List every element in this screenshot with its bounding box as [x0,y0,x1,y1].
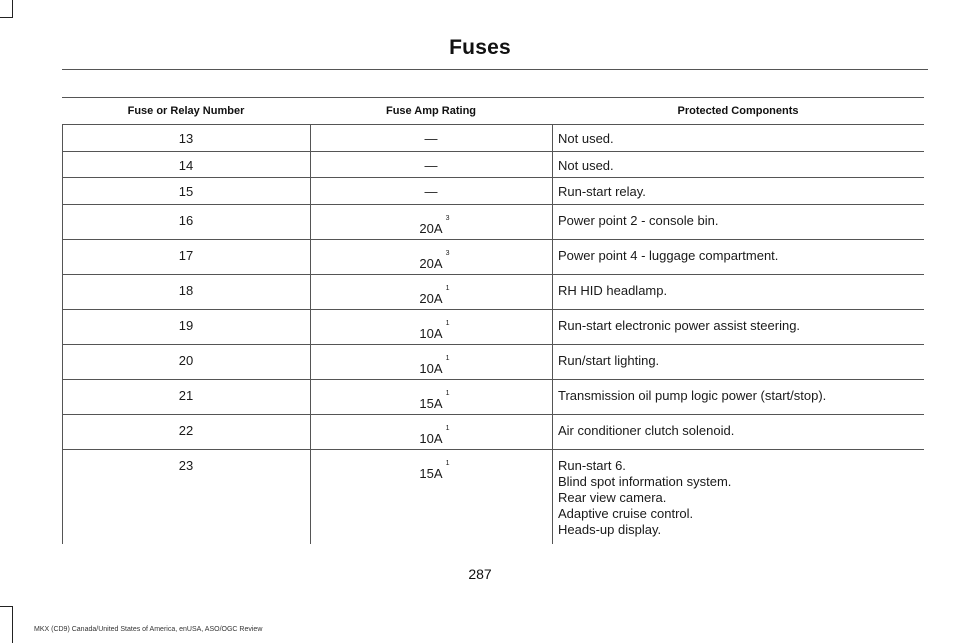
table-left-border [62,240,63,274]
component-line: Power point 4 - luggage compartment. [558,248,779,263]
table-left-border [62,310,63,344]
fuse-number: 16 [178,213,194,228]
footnote-marker: 3 [445,215,450,222]
component-line: Rear view camera. [558,490,667,505]
table-row [62,240,924,275]
footnote-marker: 1 [445,355,450,362]
protected-components [552,450,924,544]
protected-components [552,415,924,449]
column-divider [310,205,311,239]
protected-components [552,178,924,204]
component-line: Run-start electronic power assist steering. [558,318,801,333]
table-row [62,380,924,415]
protected-components [552,275,924,309]
amp-rating-text: 15A [419,466,443,481]
amp-rating-value [419,355,450,376]
amp-rating-text: 20A [419,221,443,236]
page-title: Fuses [449,36,511,59]
fuse-number: 19 [178,318,194,333]
footer-text: MKX (CD9) Canada/United States of America, enUSA, ASO/OGC Review [34,626,263,633]
footnote-marker: 1 [445,425,450,432]
table-row [62,345,924,380]
table-row [62,178,924,205]
fuse-number: 20 [178,353,194,368]
column-divider [552,310,553,344]
table-header [62,97,924,125]
fuse-number: 15 [178,184,194,199]
table-row [62,125,924,152]
column-divider [552,178,553,204]
fuse-number: 17 [178,248,194,263]
column-divider [552,450,553,544]
amp-rating-value [425,158,438,173]
column-divider [310,152,311,177]
component-line: Air conditioner clutch solenoid. [558,423,735,438]
fuse-table [62,97,924,544]
amp-rating-value [419,390,450,411]
protected-components [552,240,924,274]
table-row [62,205,924,240]
crop-mark-top-left-v [12,0,13,17]
component-line: Run/start lighting. [558,353,660,368]
component-line: Heads-up display. [558,522,662,537]
column-divider [310,380,311,414]
table-left-border [62,345,63,379]
amp-rating-text: 15A [419,396,443,411]
protected-components [552,380,924,414]
amp-rating [310,310,552,344]
column-divider [310,275,311,309]
footnote-marker: 1 [445,320,450,327]
amp-rating [310,415,552,449]
table-row [62,450,924,544]
protected-components [552,125,924,151]
header-divider [62,69,928,70]
protected-components [552,345,924,379]
column-divider [310,450,311,544]
column-divider [552,240,553,274]
amp-rating [310,205,552,239]
amp-rating-value [419,250,450,271]
amp-rating-value [419,320,450,341]
table-left-border [62,125,63,151]
column-divider [552,275,553,309]
footnote-marker: 1 [445,390,450,397]
protected-components [552,152,924,177]
column-header-fuse-number: Fuse or Relay Number [127,105,245,117]
amp-rating [310,178,552,204]
column-divider [552,152,553,177]
fuse-number: 21 [178,388,194,403]
amp-rating-text: 20A [419,291,443,306]
component-line: Not used. [558,131,614,146]
amp-rating-value [425,184,438,199]
component-line: Run-start relay. [558,184,646,199]
table-row [62,310,924,345]
column-divider [310,178,311,204]
component-line: Transmission oil pump logic power (start/stop). [558,388,827,403]
column-header-amp-rating: Fuse Amp Rating [385,105,477,117]
column-divider [552,125,553,151]
column-divider [310,415,311,449]
table-left-border [62,450,63,544]
column-divider [310,240,311,274]
column-divider [552,415,553,449]
footnote-marker: 1 [445,285,450,292]
table-left-border [62,178,63,204]
component-line: Run-start 6. [558,458,626,473]
amp-rating-value [419,215,450,236]
table-row [62,275,924,310]
component-line: Not used. [558,158,614,173]
table-left-border [62,380,63,414]
amp-rating-text: 10A [419,431,443,446]
protected-components [552,205,924,239]
footnote-marker: 1 [445,460,450,467]
amp-rating-value [419,425,450,446]
column-header-protected-components: Protected Components [677,105,799,117]
crop-mark-top-left-h [0,17,13,18]
table-left-border [62,152,63,177]
column-divider [552,380,553,414]
amp-rating-text: — [424,158,438,173]
table-row [62,152,924,178]
amp-rating-text: 10A [419,326,443,341]
component-line: Adaptive cruise control. [558,506,694,521]
amp-rating [310,275,552,309]
table-row [62,415,924,450]
fuse-number: 18 [178,283,194,298]
column-divider [552,345,553,379]
footnote-marker: 3 [445,250,450,257]
amp-rating-text: — [424,131,438,146]
crop-mark-bottom-left-v [12,606,13,643]
amp-rating [310,240,552,274]
column-divider [310,310,311,344]
column-divider [310,345,311,379]
amp-rating-text: 10A [419,361,443,376]
table-left-border [62,205,63,239]
column-divider [552,205,553,239]
amp-rating [310,152,552,177]
amp-rating [310,125,552,151]
amp-rating-text: — [424,184,438,199]
amp-rating [310,450,552,544]
table-left-border [62,415,63,449]
fuse-number: 13 [178,131,194,146]
amp-rating-value [419,285,450,306]
component-line: Power point 2 - console bin. [558,213,719,228]
amp-rating-value [425,131,438,146]
component-line: Blind spot information system. [558,474,732,489]
table-left-border [62,275,63,309]
page-number: 287 [468,566,492,582]
fuse-number: 22 [178,423,194,438]
fuse-number: 14 [178,158,194,173]
protected-components [552,310,924,344]
amp-rating-value [419,460,450,481]
amp-rating [310,380,552,414]
fuse-number: 23 [178,458,194,473]
amp-rating-text: 20A [419,256,443,271]
table-body [62,125,924,544]
amp-rating [310,345,552,379]
component-line: RH HID headlamp. [558,283,668,298]
column-divider [310,125,311,151]
